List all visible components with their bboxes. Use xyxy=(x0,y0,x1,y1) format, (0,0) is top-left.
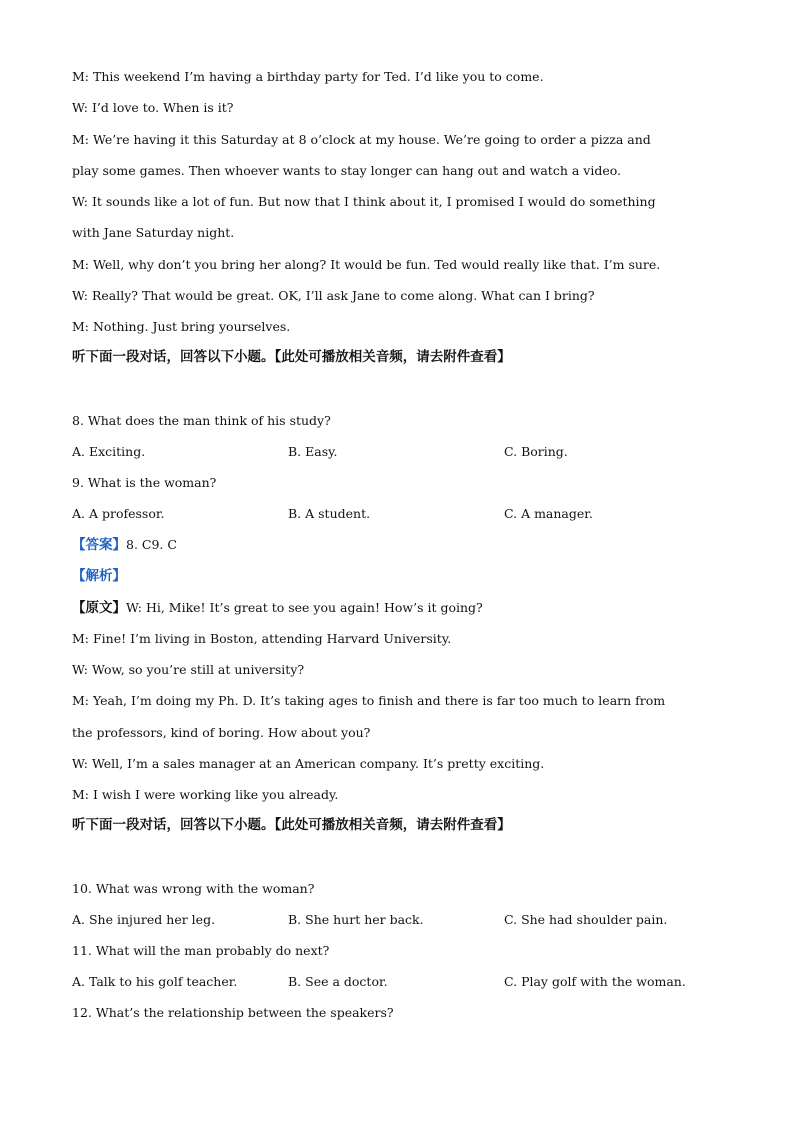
question-10: 10. What was wrong with the woman? xyxy=(72,881,315,896)
dialogue-line: M: I wish I were working like you already. xyxy=(72,787,339,802)
dialogue-line: W: I’d love to. When is it? xyxy=(72,100,234,115)
listening-instruction: 听下面一段对话，回答以下小题。【此处可播放相关音频，请去附件查看】 xyxy=(72,817,511,833)
question-11: 11. What will the man probably do next? xyxy=(72,943,330,958)
dialogue-line: W: Hi, Mike! It’s great to see you again! How’s it going? xyxy=(126,600,483,615)
dialogue-line: W: Well, I’m a sales manager at an American company. It’s pretty exciting. xyxy=(72,756,545,771)
dialogue-line: W: It sounds like a lot of fun. But now that I think about it, I promised I would do something xyxy=(72,194,656,209)
answer-line xyxy=(72,536,177,554)
dialogue-line: M: We’re having it this Saturday at 8 o’clock at my house. We’re going to order a pizza and xyxy=(72,132,651,147)
answer-label: 【答案】 xyxy=(72,537,126,553)
dialogue-line: M: Nothing. Just bring yourselves. xyxy=(72,319,291,334)
dialogue-line: W: Really? That would be great. OK, I’ll ask Jane to come along. What can I bring? xyxy=(72,288,595,303)
option-b: B. A student. xyxy=(288,506,371,521)
original-label: 【原文】 xyxy=(72,600,126,616)
answer-text: 8. C9. C xyxy=(126,537,177,552)
dialogue-line: M: This weekend I’m having a birthday party for Ted. I’d like you to come. xyxy=(72,69,544,84)
dialogue-line: M: Well, why don’t you bring her along? It would be fun. Ted would really like that. I’m sure. xyxy=(72,257,661,272)
dialogue-line: with Jane Saturday night. xyxy=(72,225,235,240)
dialogue-line: M: Yeah, I’m doing my Ph. D. It’s taking ages to finish and there is far too much to learn from xyxy=(72,693,666,708)
original-text-line xyxy=(72,599,483,617)
option-c: C. A manager. xyxy=(504,506,593,521)
question-8: 8. What does the man think of his study? xyxy=(72,413,331,428)
option-c: C. Play golf with the woman. xyxy=(504,974,686,989)
question-12: 12. What’s the relationship between the speakers? xyxy=(72,1005,394,1020)
option-b: B. Easy. xyxy=(288,444,338,459)
dialogue-line: the professors, kind of boring. How about you? xyxy=(72,725,371,740)
dialogue-line: W: Wow, so you’re still at university? xyxy=(72,662,305,677)
dialogue-line: play some games. Then whoever wants to stay longer can hang out and watch a video. xyxy=(72,163,622,178)
option-a: A. She injured her leg. xyxy=(72,912,216,927)
option-a: A. Exciting. xyxy=(72,444,146,459)
option-b: B. She hurt her back. xyxy=(288,912,424,927)
option-b: B. See a doctor. xyxy=(288,974,388,989)
option-a: A. Talk to his golf teacher. xyxy=(72,974,238,989)
option-a: A. A professor. xyxy=(72,506,165,521)
option-c: C. Boring. xyxy=(504,444,568,459)
option-c: C. She had shoulder pain. xyxy=(504,912,668,927)
dialogue-line: M: Fine! I’m living in Boston, attending Harvard University. xyxy=(72,631,452,646)
listening-instruction: 听下面一段对话，回答以下小题。【此处可播放相关音频，请去附件查看】 xyxy=(72,349,511,365)
question-9: 9. What is the woman? xyxy=(72,475,217,490)
analysis-label: 【解析】 xyxy=(72,568,126,584)
